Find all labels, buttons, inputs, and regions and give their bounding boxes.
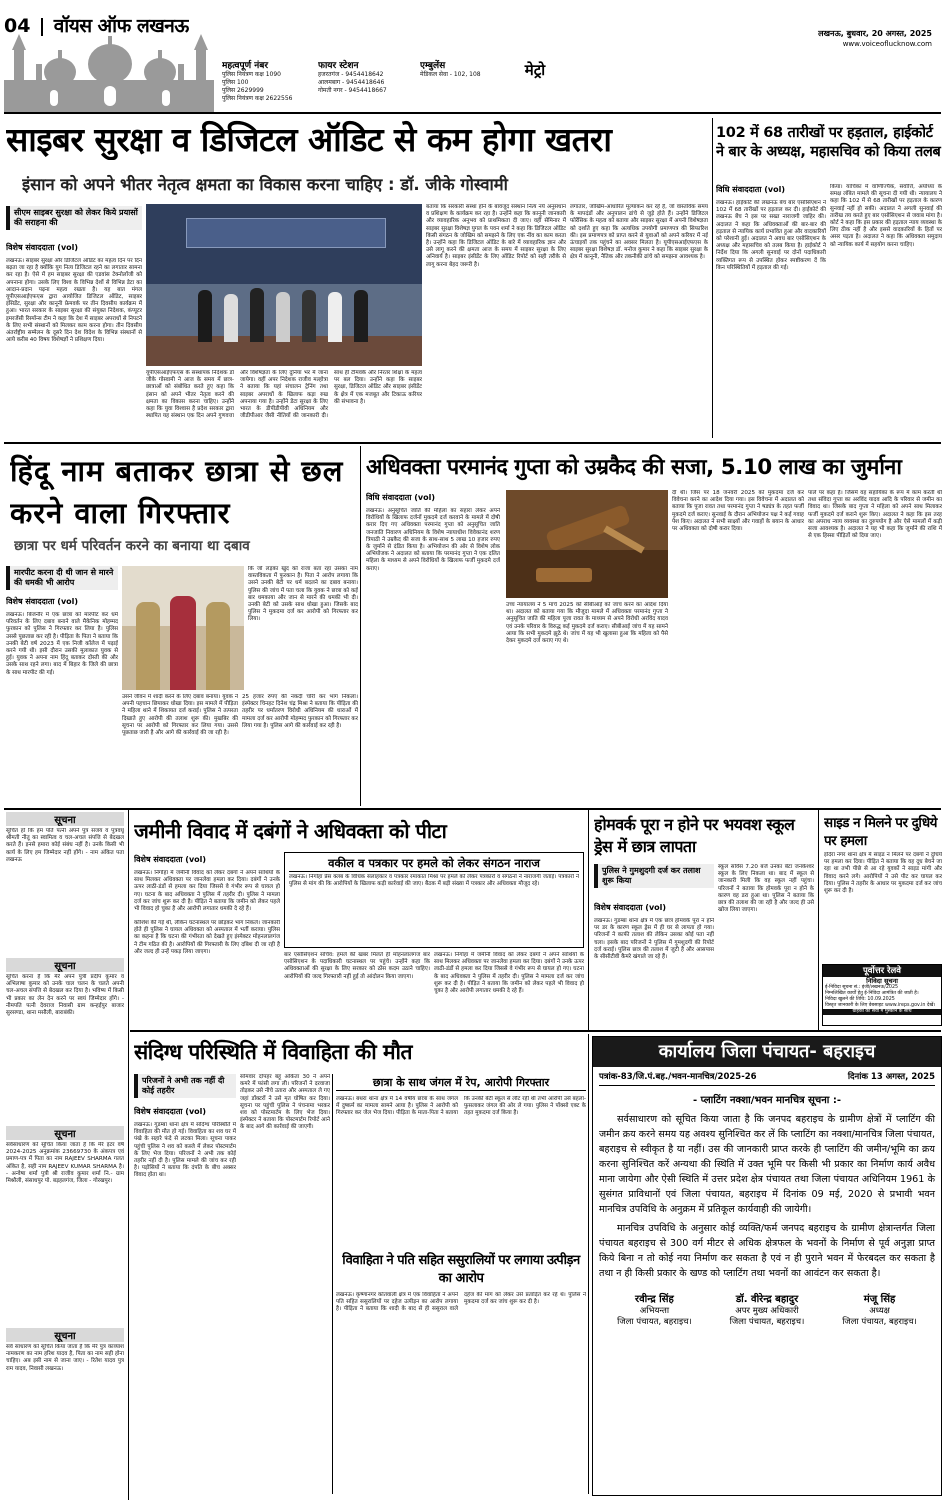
railway-ad-line: ई-निविदा सूचना सं.: इंजी/लखनऊ/2025	[825, 985, 899, 990]
story8-col1: लखनऊ। बंथरा थाना क्षेत्र में 14 वर्षीय छात्रा के साथ जंगल में दुष्कर्म का मामला सामने आया है। पुलिस ने आरोपी को गिरफ्तार कर जेल भेज दिया। पीड़िता के माता-पिता ने बताया कि उनकी बेटी स्कूल से लौट रही थी तभी आरोपी उसे बहला-फुसलाकर जंगल की ओर ले गया। पुलिस ने पॉक्सो एक्ट के तहत मुकदमा दर्ज किया है।	[336, 1096, 586, 1117]
story4-headline: जमीनी विवाद में दबंगों ने अधिवक्ता को पीटा	[134, 819, 447, 843]
signatory-name: डॉ. वीरेन्द्र बहादुर	[735, 1294, 799, 1305]
story5-tag-text: पुलिस ने गुमशुदगी दर्ज कर तलाश शुरू किया	[594, 864, 714, 888]
story1-col1: लखनऊ। साइबर सुरक्षा और डिजिटल ऑडिट का महत्व दिन पर दिन बढ़ता जा रहा है क्योंकि युग नित्य डिजिटल रहने का लगातार सामना कर रहा है। ऐसे में हम साइबर सुरक्षा की एडवांस टेक्नोलॉजी को अपनाना होगा। उसके लिए विश्व के विभिन्न देशों से विभिन्न डेटा का आदान-प्रदान पढ़ना महत्व रखता है। यह बात मंगल यूपीएसआईएफएस द्वारा आयोजित डिजिटल ऑडिट, साइबर इंसिडेंट, सुरक्षा और कानूनी फ्रेमवर्क पर तीन दिवसीय कार्यक्रम में हुआ। भारत सरकार के साइबर सुरक्षा की संयुक्त निदेशक, कंप्यूटर इमरजेंसी रिस्पॉन्स टीम ने कहा कि देश में साइबर अपराधों से निपटने के लिए सभी संस्थानों को मिलकर काम करना होगा। तीन दिवसीय अंतर्राष्ट्रीय सम्मेलन के दूसरे दिन देश विदेश के विभिन्न संस्थानों से आये करीब 40 विषय विशेषज्ञों ने प्रशिक्षण दिया।	[6, 258, 142, 344]
notice-heading: सूचना	[6, 1126, 124, 1140]
notice-item: सूचित करना है कि मेरे अपने पुत्री प्रदीप कुमार व अभिलाषा कुमार को उनके चाल चलन के चलते अपनी चल-अचल संपत्ति से बेदखल कर दिया है। भविष्य में किसी भी प्रकार का लेन देन करने पर स्वयं जिम्मेदार होंगे। - नीमपति पत्नी देवराज निवासी ग्राम कन्हईपुर बाजार सुरसण्डा, थाना मसौली, बाराबंकी।	[6, 974, 124, 1017]
story4b-box	[284, 852, 584, 948]
story1-byline: विशेष संवाददाता (vol)	[6, 243, 79, 252]
story2-photo	[122, 566, 244, 690]
notice-heading: सूचना	[6, 812, 124, 826]
signatory-office: जिला पंचायत, बहराइच।	[842, 1317, 917, 1327]
fire-line: गोमती नगर - 9454418667	[318, 87, 387, 94]
story1-col4: लगातार, जोखिम-आधारित मूल्यांकन कर रहे हैं, जो वास्तविक समय के मापदंडों और अनुपालन ढांचे से जुड़े होते हैं। उन्होंने डिजिटल फोरेंसिक के महत्व को बताया और साइबर सुरक्षा में अपनी विशेषज्ञता को दर्शाते हुए कहा कि अत्यधिक उपयोगी प्रमाणपत्र की सिफारिश की। इस प्रमाणपत्र को प्राप्त करने से युवाओं को अपने करियर में नई ऊंचाइयों तक पहुंचने का अवसर मिलता है। यूपीएसआईएफएस के साइबर सुरक्षा विशेषज्ञ डॉ. मनोज कुमार ने कहा कि साइबर सुरक्षा के क्षेत्र में कानूनी, नैतिक और तकनीकी ढांचे को समझना आवश्यक है।	[570, 204, 708, 261]
website-link[interactable]: www.voiceoflucknow.com	[842, 40, 932, 48]
signatory-name: रवीन्द्र सिंह	[635, 1294, 674, 1305]
story3-col3: दी थी। जिस पर 18 जनवरी 2025 को मुकदमा दर्ज कर विवेचना करने का आदेश दिया गया। इस विवेचना में अदालत को बताया कि पूजा रावत तथा परमानंद गुप्ता ने षड्यंत्र के तहत फर्जी मुकदमे दर्ज कराए। सुनवाई के दौरान अभियोजन पक्ष ने कई गवाह पेश किए। अदालत ने सभी साक्ष्यों और गवाहों के बयान के आधार पर अधिवक्ता को दोषी करार दिया।	[672, 490, 804, 533]
story7-headline: संदिग्ध परिस्थिति में विवाहिता की मौत	[134, 1040, 412, 1064]
story5-col1: लखनऊ। गुडम्बा थाना क्षेत्र में एक छात्र होमवर्क पूरा न होने पर डर के कारण स्कूल ड्रेस में ही घर से लापता हो गया। परिजनों ने काफी तलाश की लेकिन उसका कोई पता नहीं चला। इसके बाद परिजनों ने पुलिस में गुमशुदगी की रिपोर्ट दर्ज कराई। पुलिस छात्र की तलाश में जुटी है और आसपास के सीसीटीवी कैमरे खंगाले जा रहे हैं।	[594, 918, 714, 961]
railway-ad-subtitle: निविदा सूचना	[866, 977, 898, 985]
story1-photo	[146, 204, 422, 366]
story7-col1: लखनऊ। गुडम्बा थाना क्षेत्र में संदिग्ध परिस्थिति में विवाहिता की मौत हो गई। विवाहिता का शव घर में पंखे के सहारे फंदे से लटका मिला। सूचना पाकर पहुंची पुलिस ने शव को कब्जे में लेकर पोस्टमार्टम के लिए भेज दिया। परिजनों ने अभी तक कोई तहरीर नहीं दी है। पुलिस मामले की जांच कर रही है। पड़ोसियों ने बताया कि दंपति के बीच अक्सर विवाद होता था।	[134, 1122, 236, 1179]
story3-col1: लखनऊ। अनुसूचित जाति की महिला का सहारा लेकर अपने विरोधियों के खिलाफ दर्जनों मुकदमे दर्ज करवाने के मामले में दोषी करार दिए गए अधिवक्ता परमानंद गुप्ता को अनुसूचित जाति जनजाति निवारण अधिनियम के विशेष न्यायाधीश विवेकानंद शरण त्रिपाठी ने उम्रकैद की सजा के साथ-साथ 5 लाख 10 हजार रुपए के जुर्माने से दंडित किया है। अभियोजन की ओर से विशेष लोक अभियोजक ने अदालत को बताया कि परमानंद गुप्ता ने एक दलित महिला के माध्यम से अपने विरोधियों के खिलाफ फर्जी मुकदमे दर्ज कराए।	[366, 508, 500, 572]
story3-gavel-photo	[506, 490, 668, 598]
panchayat-ad-title: कार्यालय जिला पंचायत- बहराइच	[593, 1037, 941, 1067]
notice-heading: सूचना	[6, 1328, 124, 1342]
amb-title: एम्बुलेंस	[420, 61, 446, 71]
story3-byline: विधि संवाददाता (vol)	[366, 493, 435, 502]
notice-item: सर्व साधारण को सूचित किया जाता है कि मेरे पुत्र काव्यांश नामकरण का नाम हरिश यादव है, पिता का नाम सही होना चाहिए। अब इसी नाम से जाना जाए। - रितेश यादव पुत्र राम यादव, निवासी लखनऊ।	[6, 1344, 124, 1372]
panchayat-ad-ref: पत्रांक-83/जि.पं.बह./भवन-मानचित्र/2025-26	[599, 1072, 757, 1082]
dateline: लखनऊ, बुधवार, 20 अगस्त, 2025	[818, 29, 932, 38]
story5-byline: विशेष संवाददाता (vol)	[594, 903, 667, 912]
story5-tag	[594, 864, 714, 891]
section-label: मेट्रो	[524, 61, 546, 79]
panchayat-ad-body2: मानचित्र उपविधि के अनुसार कोई व्यक्ति/फर्म जनपद बहराइच के ग्रामीण क्षेत्रान्तर्गत जिला पंचायत बहराइच से 300 वर्ग मीटर से अधिक क्षेत्रफल के भवनों के निर्माण से पूर्व अनुज्ञा प्राप्त किये बिना न तो कोई नया निर्माण कर सकता है एवं न ही पुराने भवन में फेरबदल कर सकता है तथा न ही किसी प्रकार के खण्ड को प्लाटिंग तथा भवनों का आवंटन कर सकता है।	[599, 1223, 935, 1279]
notice-item: सर्वसाधारण को सूचित किया जाता है कि मेरे इंटर वर्ष 2024-2025 अनुक्रमांक 23669730 के अंकपत्र एवं प्रमाण-पत्र में पिता का नाम RAJEEV SHARMA गलत अंकित है, सही नाम RAJEEV KUMAR SHARMA है। - अन्वेषा शर्मा पुत्री श्री राजीव कुमार शर्मा नि.- ग्राम मिश्रौली, संसाधपुर पो. बड़हलगंज, जिला - गोरखपुर।	[6, 1142, 124, 1185]
masthead-rule	[4, 112, 941, 114]
newspaper-name: वॉयस ऑफ लखनऊ	[53, 15, 189, 37]
story4-col3: बार एसोसिएशन सचिव: हमले की खबर मिलते ही मोहनलालगंज बार एसोसिएशन के पदाधिकारी घटनास्थल पर पहुंचे। उन्होंने कहा कि अधिवक्ताओं की सुरक्षा के लिए सरकार को ठोस कदम उठाने चाहिए। आरोपियों की जल्द गिरफ्तारी नहीं हुई तो आंदोलन किया जाएगा।	[284, 952, 430, 980]
page-number: 04	[4, 15, 31, 37]
amb-line: मेडिकल सेवा - 102, 108	[420, 71, 481, 78]
story8-headline: छात्रा के साथ जंगल में रेप, आरोपी गिरफ्तार	[336, 1076, 586, 1091]
story7-tag	[134, 1074, 236, 1101]
story6-headline: साइड न मिलने पर दुधिये पर हमला	[824, 815, 937, 849]
strike-headline: 102 में 68 तारीखों पर हड़ताल, हाईकोर्ट ने बार के अध्यक्ष, महासचिव को किया तलब	[716, 125, 941, 160]
imp-line: पुलिस नियंत्रण कक्ष 2622556	[222, 95, 293, 102]
story2-subhead: छात्रा पर धर्म परिवर्तन करने का बनाया था दबाव	[14, 538, 250, 554]
signatory-office: जिला पंचायत, बहराइच।	[729, 1317, 805, 1327]
story7-tag-text: परिजनों ने अभी तक नहीं दी कोई तहरीर	[134, 1074, 236, 1098]
fire-line: हजरतगंज - 9454418642	[318, 71, 384, 78]
panchayat-ad-subject: - प्लाटिंग नक्शा/भवन मानचित्र सूचना :-	[693, 1095, 841, 1106]
story2-byline: विशेष संवाददाता (vol)	[6, 597, 79, 606]
story9-headline: विवाहिता ने पति सहित ससुरालियों पर लगाया उत्पीड़न का आरोप	[342, 1253, 580, 1286]
story1-tag-text: सीएम साइबर सुरक्षा को लेकर किये प्रयासों की सराहना की	[6, 206, 142, 230]
story1-subhead: इंसान को अपने भीतर नेतृत्व क्षमता का विकास करना चाहिए : डॉ. जीके गोस्वामी	[22, 175, 508, 194]
panchayat-ad	[592, 1036, 942, 1496]
story2-col1: लखनऊ। बिजनौर में एक छात्रा को मारपीट कर धर्म परिवर्तन के लिए दबाव बनाने वाले मैकेनिक मोहम्मद फुरकान को पुलिस ने गिरफ्तार कर लिया है। पुलिस उससे पूछताछ कर रही है। पीड़िता के पिता ने बताया कि उनकी बेटी वर्ष 2023 में एक निजी कॉलेज में पढ़ाई करने गयी थी। इसी दौरान उसकी मुलाकात युवक से हुई। युवक ने अपना नाम हिंदू बताकर दोस्ती की और उसके साथ रहने लगा। बाद में बिहार के जिले की छात्रा के साथ मारपीट की गई।	[6, 612, 118, 676]
panchayat-ad-date: दिनांक 13 अगस्त, 2025	[847, 1072, 935, 1082]
story4-col4: लखनऊ। निगोहा में जमीनी विवाद को लेकर दबंगों ने अपने साथियों के साथ मिलकर अधिवक्ता पर जानलेवा हमला कर दिया। दबंगों ने उनके ऊपर लाठी-डंडों से हमला कर दिया जिससे वे गंभीर रूप से घायल हो गए। घटना के बाद अधिवक्ता ने पुलिस में तहरीर दी। पुलिस ने मामला दर्ज कर जांच शुरू कर दी है। पीड़ित ने बताया कि जमीन को लेकर पहले भी विवाद हो चुका है और आरोपी लगातार धमकी दे रहे हैं।	[434, 952, 584, 995]
story4b-headline: वकील व पत्रकार पर हमले को लेकर संगठन नाराज	[289, 855, 579, 872]
emergency-ambulance	[420, 58, 510, 110]
story4-col1: लखनऊ। निगोहा में जमीनी विवाद को लेकर दबंगों ने अपने साथियों के साथ मिलकर अधिवक्ता पर जानलेवा हमला कर दिया। दबंगों ने उनके ऊपर लाठी-डंडों से हमला कर दिया जिससे वे गंभीर रूप से घायल हो गए। घटना के बाद अधिवक्ता ने पुलिस में तहरीर दी। पुलिस ने मामला दर्ज कर जांच शुरू कर दी है। पीड़ित ने बताया कि जमीन को लेकर पहले भी विवाद हो चुका है और आरोपी लगातार धमकी दे रहे हैं।	[134, 870, 280, 913]
story4-byline: विशेष संवाददाता (vol)	[134, 855, 207, 864]
emergency-imp	[222, 58, 314, 110]
railway-ad-line: विस्तृत जानकारी के लिए वेबसाइट www.ireps.gov.in देखें।	[825, 1003, 936, 1008]
signatory-role: अभियन्ता	[639, 1306, 670, 1316]
story1-col3: बताया कि सरकारी संस्था होने के बावजूद संस्थान नित्य नये अनुसंधान व प्रशिक्षण के कार्यक्रम कर रहा है। उन्होंने कहा कि कानूनी जानकारी और व्यावहारिक अनुभव को प्राथमिकता दी जाए। वहीं सेमिनार में साइबर सुरक्षा विशेषज्ञ युगल के पवन शर्मा ने कहा कि डिजिटल ऑडिट किसी संगठन के जोखिम को समझने के लिए एक नींव का काम करता है। उन्होंने कहा कि डिजिटल ऑडिट के बारे में व्यावहारिक ज्ञान और उसे लागू करने की क्षमता आज के समय में साइबर सुरक्षा के लिए अनिवार्य है। साइबर इंसीडेंट के लिए ऑडिट रिपोर्ट को सही तरीके से लागू करना बेहद जरूरी है।	[426, 204, 566, 268]
panchayat-signatory	[824, 1291, 935, 1327]
railway-ad	[822, 964, 942, 1026]
strike-col1: लखनऊ। हाईकोर्ट की लखनऊ बेंच बार एसोसिएशन ने 102 में 68 तारीखों पर हड़ताल कर दी। हाईकोर्ट की लखनऊ बेंच ने इस पर सख्त नाराजगी जाहिर की। अदालत ने कहा कि अधिवक्ताओं की बार-बार की हड़ताल से न्यायिक कार्य प्रभावित हुआ और वादकारियों को परेशानी हुई। अदालत ने अवध बार एसोसिएशन के अध्यक्ष और महासचिव को तलब किया है। हाईकोर्ट ने निर्देश दिया कि अगली सुनवाई पर दोनों पदाधिकारी व्यक्तिगत रूप से उपस्थित होकर स्पष्टीकरण दें कि किन परिस्थितियों में हड़ताल की गई।	[716, 200, 826, 271]
story2-headline: हिंदू नाम बताकर छात्रा से छल करने वाला गिरफ्तार	[10, 454, 344, 530]
story7-col2: सोमवार दोपहर बहू अंकिता 30 ने अपने कमरे में फांसी लगा ली। परिजनों ने दरवाजा तोड़कर उसे नीचे उतारा और अस्पताल ले गए जहां डॉक्टरों ने उसे मृत घोषित कर दिया। सूचना पर पहुंची पुलिस ने पंचनामा भरकर शव को पोस्टमार्टम के लिए भेज दिया। इंस्पेक्टर ने बताया कि पोस्टमार्टम रिपोर्ट आने के बाद आगे की कार्रवाई की जाएगी।	[240, 1074, 330, 1131]
panchayat-signatory	[599, 1291, 710, 1327]
imp-line: पुलिस 100	[222, 79, 249, 86]
imp-title: महत्वपूर्ण नंबर	[222, 61, 269, 71]
strike-col2: किया। याचिका में वाणिज्यिक, सर्वोत्ति, अयोध्या के समक्ष लंबित मामले की सूचना दी गयी थी। न्यायालय ने कहा कि 102 में से 68 तारीखों पर हड़ताल के कारण सुनवाई नहीं हो सकी। अदालत ने अगली सुनवाई की तारीख तय करते हुए बार एसोसिएशन से जवाब मांगा है। कोर्ट ने कहा कि इस प्रकार की हड़ताल न्याय व्यवस्था के लिए ठीक नहीं है और इससे वादकारियों के हितों पर असर पड़ता है। अदालत ने कहा कि अधिवक्ता समुदाय को न्यायिक कार्य में सहयोग करना चाहिए।	[830, 184, 942, 248]
notice-heading: सूचना	[6, 958, 124, 972]
story4-col2: कोशिश की गई थी, लेकिन घटनास्थल पर छोड़कर भाग निकले। जानकारी होते ही पुलिस ने घायल अधिवक्ता को अस्पताल में भर्ती कराया। पुलिस का कहना है कि घटना की गंभीरता को देखते हुए इंस्पेक्टर मोहनलालगंज ने टीम गठित की है। आरोपियों की गिरफ्तारी के लिए दबिश दी जा रही है और जल्द ही उन्हें पकड़ लिया जाएगा।	[134, 920, 280, 955]
story2-col2: कि जो लड़का खुद को राजा बता रहा उसका नाम वास्तविकता में फुरकान है। पिता ने आरोप लगाया कि उसने उनकी बेटी पर धर्म बदलने का दबाव बनाया। पुलिस की जांच में पता चला कि युवक ने छात्रा को कई बार धमकाया और जान से मारने की धमकी भी दी। उनकी बेटी को उसके साथ धोखा हुआ। जिसके बाद पुलिस ने मुकदमा दर्ज कर आरोपी को गिरफ्तार कर लिया।	[248, 566, 358, 623]
signatory-office: जिला पंचायत, बहराइच।	[617, 1317, 692, 1327]
story2-col3: उसने जीवन में शादी करने के लिए दबाव बनाया। युवक ने अपनी पहचान छिपाकर धोखा दिया। इस मामले में पीड़िता ने महिला थाने में शिकायत दर्ज कराई। पुलिस ने तत्परता दिखाते हुए आरोपी की तलाश शुरू की। मुखबिर की सूचना पर आरोपी को गिरफ्तार कर लिया गया। उससे पूछताछ जारी है और आगे की कार्रवाई की जा रही है।	[122, 694, 238, 737]
story2-tag-text: मारपीट करना दी थी जान से मारने की धमकी भी आरोप	[6, 566, 118, 590]
story1-col2: यूपीएसआईएफएस के संस्थापक निदेशक डॉ जीके गोस्वामी ने आज के समय में छात्र-छात्राओं को संबोधित करते हुए कहा कि इंसान को अपने भीतर नेतृत्व करने की क्षमता का विकास करना चाहिए। उन्होंने कहा कि युवा विश्वास है प्रदेश सरकार द्वारा स्थापित यह संस्थान एक दिन अपने गुणवत्ता और विशेषज्ञता के लिए दुनिया भर में जाना जायेगा। वहीं अपर निदेशक राजीव मल्होत्रा ने बताया कि यहां संचालन ट्रेनिंग तथा साइबर अपराधों के खिलाफ कड़ा रुख अपनाया गया है। उन्होंने डेटा सुरक्षा के लिए भारत के डीपीडीपीवी अधिनियम और जीडीपीआर जैसी नीतियों की जानकारी दी। साथ ही टीमवर्क और निरंतर शिक्षा के महत्व पर बल दिया। उन्होंने कहा कि साइबर सुरक्षा, डिजिटल ऑडिट और साइबर इंसीडेंट के क्षेत्र में एक मजबूत और टिकाऊ करियर की संभावना है।	[146, 370, 422, 420]
fire-title: फायर स्टेशन	[318, 61, 359, 71]
fire-line: आलमबाग - 9454418646	[318, 79, 385, 86]
story3-headline: अधिवक्ता परमानंद गुप्ता को उम्रकैद की सजा, 5.10 लाख का जुर्माना	[366, 455, 902, 480]
imp-line: पुलिस 2629999	[222, 87, 264, 94]
story6-col1: इंदिरा नगर थाना क्षेत्र में साइड न मिलने पर दबंगों ने दुधिये पर हमला कर दिया। पीड़ित ने बताया कि वह दूध बेचने जा रहा था तभी पीछे से आ रहे युवकों ने साइड मांगी और विवाद करने लगे। आरोपियों ने उसे पीट कर घायल कर दिया। पुलिस ने तहरीर के आधार पर मुकदमा दर्ज कर जांच शुरू कर दी है।	[824, 852, 942, 895]
story4b-col1: लखनऊ। निगोहा प्रेस क्लब के विधिक सलाहकार व पत्रकार रमाकांत मिश्रा पर हमले को लेकर पत्रकारों व संगठनों ने नाराजगी जताई। पत्रकारों ने पुलिस से मांग की कि आरोपियों के खिलाफ कड़ी कार्रवाई की जाए। बैठक में बड़ी संख्या में पत्रकार और अधिवक्ता मौजूद रहे।	[289, 874, 579, 888]
notices-column	[6, 810, 124, 1500]
story1-tag	[6, 206, 142, 233]
story9-col1: लखनऊ। कृष्णानगर कोतवाली क्षेत्र में एक विवाहिता ने अपने पति सहित ससुरालियों पर दहेज उत्पीड़न का आरोप लगाया है। पीड़िता ने बताया कि शादी के बाद से ही ससुराल वाले दहेज की मांग को लेकर उसे प्रताड़ित कर रहे थे। पुलिस ने मुकदमा दर्ज कर जांच शुरू कर दी है।	[336, 1292, 586, 1313]
imp-line: पुलिस नियंत्रण कक्ष 1090	[222, 71, 282, 78]
panchayat-ad-body: सर्वसाधारण को सूचित किया जाता है कि जनपद बहराइच के ग्रामीण क्षेत्रों में प्लाटिंग की जमीन क्रय करने समय यह अवश्य सुनिश्चित कर लें कि प्लाटिंग का नक्शा/मानचित्र जिला पंचायत, बहराइच से स्वीकृत है या नहीं। उस की जानकारी प्राप्त करके ही प्लाटिंग की जमीन/भूमि का क्रय करना सुनिश्चित करें अन्यथा की स्थिति में उक्त भूमि पर किसी भी प्रकार का निर्माण कार्य अवैध माना जायेगा और ऐसी स्थिति में उत्तर प्रदेश क्षेत्र पंचायत तथा जिला पंचायत अधिनियम 1961 के सुसंगत प्राविधानों एवं जिला पंचायत, बहराइच में दिनांक 09 मई, 2020 से प्रभावी भवन मानचित्र उपविधि के अनुक्रम में प्रतिकूल कार्यवाही की जायेगी।	[599, 1114, 935, 1215]
emergency-fire	[318, 58, 416, 110]
story2-col4: 25 हजार रुपए की नकदी चोरी कर भाग निकला। इंस्पेक्टर चिनहट दिनेश चंद्र मिश्रा ने बताया कि पीड़िता की तहरीर पर धर्मांतरण विरोधी अधिनियम की धाराओं में मामला दर्ज कर आरोपी मोहम्मद फुरकान को गिरफ्तार कर लिया गया है। पुलिस आगे की कार्रवाई कर रही है।	[242, 694, 358, 729]
story1-headline: साइबर सुरक्षा व डिजिटल ऑडिट से कम होगा खतरा	[6, 120, 612, 159]
railway-ad-line: निविदा खुलने की तिथि: 10.09.2025	[825, 997, 895, 1002]
story2-tag	[6, 566, 118, 593]
masthead	[0, 0, 945, 112]
notice-item: सूचित हो कि हम पति पत्नी अपने पुत्र संजय व पुत्रवधू श्रीमती नीतू का स्वामित्व व चल-अचल संपत्ति से बेदखल करते हैं। इनसे हमारा कोई संबंध नहीं है। उनके किसी भी कार्य के लिए हम जिम्मेदार नहीं होंगे। - नाम अंकित पता लखनऊ	[6, 828, 124, 863]
story7-byline: विशेष संवाददाता (vol)	[134, 1107, 207, 1116]
railway-ad-line: निम्नलिखित कार्यों हेतु ई-निविदा आमंत्रित की जाती है।	[825, 991, 919, 996]
strike-byline: विधि संवाददाता (vol)	[716, 185, 785, 194]
panchayat-signatory	[710, 1291, 824, 1327]
story3-col2: उच्च न्यायालय ने 5 मार्च 2025 को सीबीआई को जांच करने का आदेश दिया था। अदालत को बताया गया कि मौजूदा मामले में अधिवक्ता परमानंद गुप्ता ने अनुसूचित जाति की महिला पूजा रावत के माध्यम से अपने विरोधी अरविंद यादव एवं उनके परिवार के विरुद्ध कई मुकदमे दर्ज कराए। सीबीआई जांच में यह सामने आया कि सभी मुकदमे झूठे थे। जांच में यह भी खुलासा हुआ कि महिला को पैसे देकर मुकदमे दर्ज कराए गए थे।	[506, 602, 668, 645]
signatory-name: मंजू सिंह	[863, 1294, 896, 1305]
railway-ad-title: पूर्वोत्तर रेलवे	[823, 965, 941, 977]
signatory-role: अपर मुख्य अधिकारी	[735, 1306, 799, 1316]
story5-col2: स्कूल सर्विस 7.20 बजे उनका बेटा जनकेश्वर स्कूल के लिए निकला था। बाद में स्कूल से जानकारी मिली कि वह स्कूल नहीं पहुंचा। परिजनों ने बताया कि होमवर्क पूरा न होने के कारण वह डरा हुआ था। पुलिस ने बताया कि छात्र की तलाश की जा रही है और जल्द ही उसे खोज लिया जाएगा।	[718, 864, 814, 914]
story3-col4: पाले पर कहा है। जिसमें वह सहायिका के रूप में काम करती थी तथा संविदा गुप्ता का अरविंद यादव आदि के परिवार से जमीन का विवाद था। जिसके बाद गुप्ता ने महिला को अपने साथ मिलाकर फर्जी मुकदमे दर्ज कराने शुरू किए। अदालत ने कहा कि इस तरह का अपराध न्याय व्यवस्था का दुरुपयोग है और ऐसे मामलों में कड़ी सजा आवश्यक है। अदालत ने यह भी कहा कि जुर्माने की राशि में से एक हिस्सा पीड़ितों को दिया जाए।	[808, 490, 942, 540]
signatory-role: अध्यक्ष	[869, 1306, 890, 1316]
railway-ad-footer: ग्राहकों की सेवा में मुस्कान के साथ	[823, 1009, 941, 1015]
story5-headline: होमवर्क पूरा न होने पर भयवश स्कूल ड्रेस में छात्र लापता	[594, 815, 795, 856]
